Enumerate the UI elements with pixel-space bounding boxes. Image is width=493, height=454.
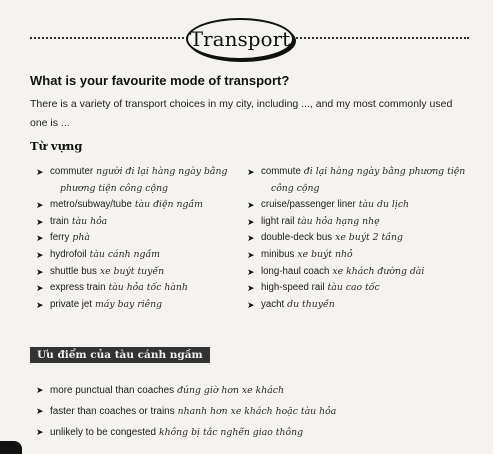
arrowhead-bullet-icon: ➤ [247, 299, 255, 310]
question-heading: What is your favourite mode of transport? [30, 73, 290, 88]
term-vietnamese: tàu cánh ngầm [89, 248, 160, 260]
list-item [247, 230, 477, 247]
list-item [247, 164, 477, 197]
term-vietnamese: nhanh hơn xe khách hoặc tàu hỏa [177, 406, 337, 417]
term-vietnamese: tàu cao tốc [327, 282, 380, 294]
arrowhead-bullet-icon: ➤ [247, 167, 255, 177]
intro-text: There is a variety of transport choices in my city, including ..., and my most commonly used one is ... [30, 98, 453, 129]
list-item [247, 247, 477, 264]
arrowhead-bullet-icon: ➤ [247, 200, 255, 211]
arrowhead-bullet-icon: ➤ [36, 406, 44, 416]
term-vietnamese: xe buýt nhỏ [297, 248, 353, 260]
term-english: train [50, 215, 69, 227]
term-english: shuttle bus [50, 265, 97, 277]
arrowhead-bullet-icon: ➤ [36, 249, 44, 260]
term-vietnamese-continued: phương tiện công cộng [60, 182, 169, 194]
list-item [36, 230, 236, 247]
term-english: long-haul coach [261, 265, 330, 277]
term-vietnamese: không bị tắc nghẽn giao thông [158, 427, 304, 438]
arrowhead-bullet-icon: ➤ [247, 216, 255, 227]
vocabulary-heading: Từ vựng [30, 139, 83, 153]
term-english: ferry [50, 232, 70, 244]
list-item [36, 247, 236, 264]
term-english: hydrofoil [50, 248, 87, 260]
term-english: metro/subway/tube [50, 199, 132, 211]
arrowhead-bullet-icon: ➤ [36, 216, 44, 227]
term-vietnamese: tàu hỏa hạng nhẹ [297, 215, 380, 227]
list-item [36, 401, 456, 422]
list-item [247, 280, 477, 297]
arrowhead-bullet-icon: ➤ [247, 283, 255, 294]
list-item [36, 214, 236, 231]
arrowhead-bullet-icon: ➤ [247, 233, 255, 244]
term-english: double-deck bus [261, 232, 333, 244]
list-item [36, 164, 236, 197]
term-vietnamese: tàu điện ngầm [134, 199, 203, 211]
page-corner-mark [0, 441, 22, 454]
term-english: more punctual than coaches [50, 385, 175, 396]
term-vietnamese-continued: công cộng [271, 182, 320, 194]
arrowhead-bullet-icon: ➤ [36, 233, 44, 244]
term-english: yacht [261, 298, 285, 310]
list-item [36, 297, 236, 314]
term-english: minibus [261, 248, 295, 260]
arrowhead-bullet-icon: ➤ [36, 427, 44, 437]
arrowhead-bullet-icon: ➤ [36, 266, 44, 277]
title-dotted-rule-right [289, 37, 469, 39]
arrowhead-bullet-icon: ➤ [36, 385, 44, 395]
arrowhead-bullet-icon: ➤ [36, 200, 44, 211]
arrowhead-bullet-icon: ➤ [247, 266, 255, 277]
list-item [36, 264, 236, 281]
vocabulary-column-left [36, 164, 236, 313]
arrowhead-bullet-icon: ➤ [36, 283, 44, 294]
list-item [36, 380, 456, 401]
list-item [36, 280, 236, 297]
term-vietnamese: đúng giờ hơn xe khách [177, 385, 284, 396]
term-vietnamese: đi lại hàng ngày bằng phương tiện [303, 166, 466, 177]
list-item [36, 197, 236, 214]
term-vietnamese: du thuyền [287, 298, 335, 310]
term-english: unlikely to be congested [50, 427, 156, 438]
advantages-heading: Ưu điểm của tàu cánh ngầm [30, 347, 210, 363]
arrowhead-bullet-icon: ➤ [36, 167, 44, 177]
page-title: Transport [189, 27, 291, 51]
term-english: faster than coaches or trains [50, 406, 175, 417]
term-vietnamese: người đi lại hàng ngày bằng [96, 166, 228, 177]
term-vietnamese: tàu hỏa tốc hành [108, 282, 188, 294]
list-item [36, 422, 456, 443]
term-vietnamese: xe buýt tuyến [99, 265, 165, 277]
term-vietnamese: phà [72, 232, 90, 244]
term-english: light rail [261, 215, 295, 227]
arrowhead-bullet-icon: ➤ [36, 299, 44, 310]
term-vietnamese: xe buýt 2 tầng [335, 232, 403, 244]
term-vietnamese: tàu hỏa [71, 215, 108, 227]
term-english: private jet [50, 298, 92, 310]
list-item [247, 297, 477, 314]
title-badge [186, 18, 294, 60]
term-vietnamese: tàu du lịch [358, 199, 410, 211]
title-dotted-rule-left [30, 37, 188, 39]
vocabulary-column-right [247, 164, 477, 313]
list-item [247, 214, 477, 231]
list-item [247, 197, 477, 214]
term-english: express train [50, 282, 106, 294]
term-english: commuter [50, 166, 94, 177]
term-vietnamese: xe khách đường dài [332, 265, 425, 277]
term-english: cruise/passenger liner [261, 199, 356, 211]
term-english: high-speed rail [261, 282, 325, 294]
arrowhead-bullet-icon: ➤ [247, 249, 255, 260]
list-item [247, 264, 477, 281]
advantages-list [36, 380, 456, 443]
term-vietnamese: máy bay riêng [95, 298, 163, 310]
term-english: commute [261, 166, 301, 177]
